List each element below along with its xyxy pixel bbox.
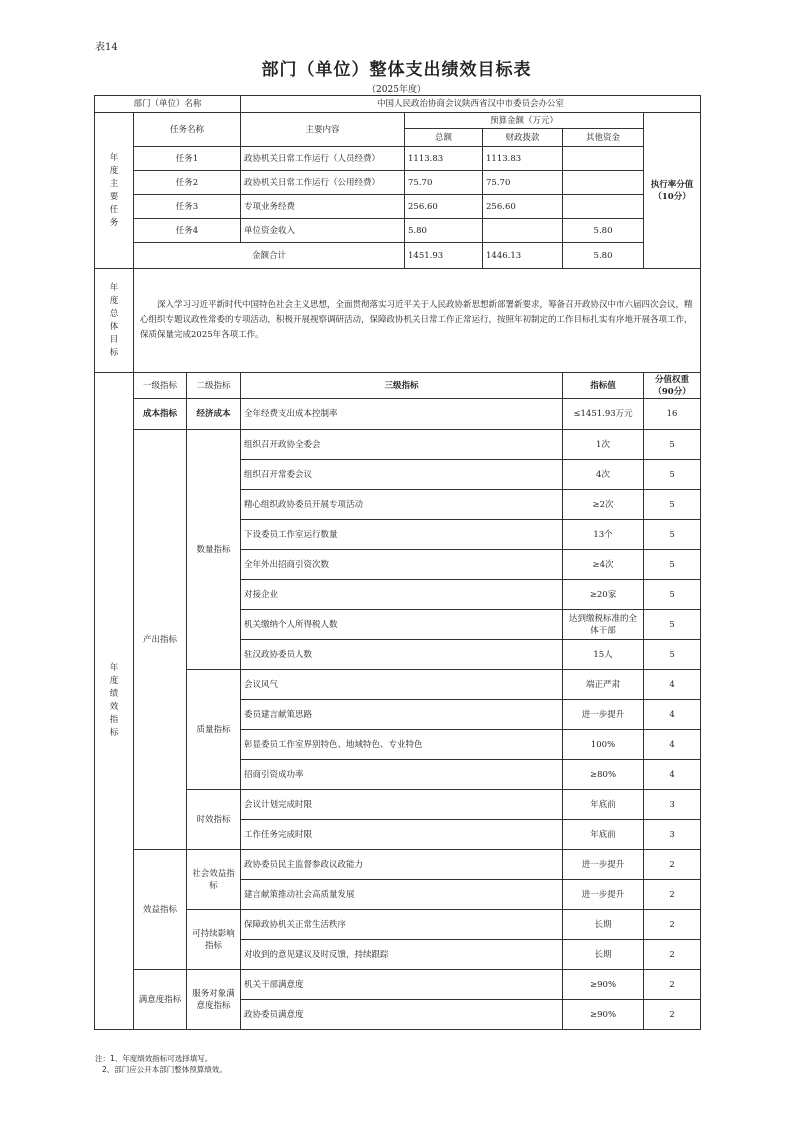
unit-label: 部门（单位）名称 [95, 96, 241, 113]
footnote: 2、部门应公开本部门整体预算绩效。 [102, 1065, 227, 1074]
indicator-weight: 5 [644, 610, 701, 640]
performance-table [94, 95, 701, 1030]
level2-indicator: 服务对象满意度指标 [187, 970, 241, 1030]
indicator-value: 长期 [563, 940, 644, 970]
level3-indicator: 彰显委员工作室界别特色、地域特色、专业特色 [241, 730, 563, 760]
task-fiscal: 75.70 [483, 171, 563, 195]
level1-indicator: 产出指标 [134, 430, 187, 850]
level3-indicator: 会议风气 [241, 670, 563, 700]
perf-section-label: 年度绩效指标 [95, 373, 134, 1030]
task-row [95, 147, 701, 171]
indicator-weight: 2 [644, 910, 701, 940]
indicator-weight: 5 [644, 550, 701, 580]
level2-indicator: 经济成本 [187, 399, 241, 430]
exec-score-label: 执行率分值（10分） [644, 113, 701, 269]
level3-indicator: 机关干部满意度 [241, 970, 563, 1000]
indicator-value: ≥90% [563, 1000, 644, 1030]
level3-indicator: 全年外出招商引资次数 [241, 550, 563, 580]
indicator-weight: 5 [644, 490, 701, 520]
indicator-value: 长期 [563, 910, 644, 940]
level3-indicator: 下设委员工作室运行数量 [241, 520, 563, 550]
col-budget: 预算金额（万元） [405, 113, 644, 129]
task-row [95, 171, 701, 195]
sum-other: 5.80 [563, 243, 644, 269]
col-fiscal: 财政拨款 [483, 129, 563, 147]
sum-row [95, 243, 701, 269]
indicator-value: 进一步提升 [563, 850, 644, 880]
level3-indicator: 委员建言献策思路 [241, 700, 563, 730]
indicator-value: 100% [563, 730, 644, 760]
task-name: 任务1 [134, 147, 241, 171]
level1-indicator: 满意度指标 [134, 970, 187, 1030]
task-name: 任务2 [134, 171, 241, 195]
indicator-weight: 16 [644, 399, 701, 430]
indicator-weight: 4 [644, 700, 701, 730]
footnote: 注：1、年度绩效指标可选择填写。 [95, 1054, 213, 1063]
task-fiscal: 1113.83 [483, 147, 563, 171]
level3-indicator: 工作任务完成时限 [241, 820, 563, 850]
indicator-row [95, 970, 701, 1000]
task-row [95, 195, 701, 219]
level3-indicator: 招商引资成功率 [241, 760, 563, 790]
indicator-value: 13个 [563, 520, 644, 550]
indicator-weight: 5 [644, 460, 701, 490]
level3-indicator: 组织召开常委会议 [241, 460, 563, 490]
task-other [563, 147, 644, 171]
indicator-weight: 3 [644, 820, 701, 850]
tasks-section-label: 年度主要任务 [95, 113, 134, 269]
perf-header-row [95, 373, 701, 399]
col-task-name: 任务名称 [134, 113, 241, 147]
task-content: 单位资金收入 [241, 219, 405, 243]
level3-indicator: 组织召开政协全委会 [241, 430, 563, 460]
task-content: 专项业务经费 [241, 195, 405, 219]
indicator-row [95, 399, 701, 430]
indicator-weight: 2 [644, 850, 701, 880]
header-level3: 三级指标 [241, 373, 563, 399]
level1-indicator: 成本指标 [134, 399, 187, 430]
indicator-value: 端正严肃 [563, 670, 644, 700]
header-level1: 一级指标 [134, 373, 187, 399]
level3-indicator: 政协委员民主监督参政议政能力 [241, 850, 563, 880]
indicator-weight: 2 [644, 880, 701, 910]
indicator-value: ≥20家 [563, 580, 644, 610]
page-title: 部门（单位）整体支出绩效目标表 [261, 60, 532, 80]
indicator-weight: 5 [644, 580, 701, 610]
col-other: 其他资金 [563, 129, 644, 147]
indicator-value: 1次 [563, 430, 644, 460]
sum-label: 金额合计 [134, 243, 405, 269]
indicator-row [95, 430, 701, 460]
header-level2: 二级指标 [187, 373, 241, 399]
goal-text: 深入学习习近平新时代中国特色社会主义思想，全面贯彻落实习近平关于人民政协新思想新部署新要求，筹备召开政协汉中市六届四次会议，精心组织专题议政性常委的专项活动，积极开展视察调研活动，保障政协机关日常工作正常运行，按照年初制定的工作目标扎实有序地开展各项工作，保质保量完成2025年各项工作。 [134, 269, 701, 373]
indicator-value: 15人 [563, 640, 644, 670]
task-total: 75.70 [405, 171, 483, 195]
level2-indicator: 社会效益指标 [187, 850, 241, 910]
indicator-value: ≥4次 [563, 550, 644, 580]
indicator-weight: 2 [644, 970, 701, 1000]
indicator-value: ≥80% [563, 760, 644, 790]
level3-indicator: 全年经费支出成本控制率 [241, 399, 563, 430]
task-other [563, 195, 644, 219]
level3-indicator: 建言献策推动社会高质量发展 [241, 880, 563, 910]
indicator-weight: 4 [644, 760, 701, 790]
indicator-value: ≥90% [563, 970, 644, 1000]
indicator-value: 4次 [563, 460, 644, 490]
level3-indicator: 对收到的意见建议及时反馈，持续跟踪 [241, 940, 563, 970]
task-total: 1113.83 [405, 147, 483, 171]
indicator-weight: 2 [644, 940, 701, 970]
task-fiscal: 256.60 [483, 195, 563, 219]
level3-indicator: 对接企业 [241, 580, 563, 610]
header-value: 指标值 [563, 373, 644, 399]
indicator-value: 年底前 [563, 820, 644, 850]
level2-indicator: 可持续影响指标 [187, 910, 241, 970]
level2-indicator: 数量指标 [187, 430, 241, 670]
sum-fiscal: 1446.13 [483, 243, 563, 269]
fiscal-year: （2025年度） [367, 85, 426, 95]
goal-section-label: 年度总体目标 [95, 269, 134, 373]
indicator-weight: 4 [644, 670, 701, 700]
level2-indicator: 质量指标 [187, 670, 241, 790]
table-number: 表14 [95, 42, 118, 53]
level3-indicator: 精心组织政协委员开展专项活动 [241, 490, 563, 520]
level3-indicator: 政协委员满意度 [241, 1000, 563, 1030]
task-total: 256.60 [405, 195, 483, 219]
goal-row [95, 269, 701, 373]
indicator-value: 年底前 [563, 790, 644, 820]
indicator-weight: 5 [644, 520, 701, 550]
task-name: 任务4 [134, 219, 241, 243]
level1-indicator: 效益指标 [134, 850, 187, 970]
level2-indicator: 时效指标 [187, 790, 241, 850]
task-name: 任务3 [134, 195, 241, 219]
level3-indicator: 驻汉政协委员人数 [241, 640, 563, 670]
indicator-value: ≥2次 [563, 490, 644, 520]
indicator-row [95, 850, 701, 880]
task-content: 政协机关日常工作运行（人员经费） [241, 147, 405, 171]
col-main-content: 主要内容 [241, 113, 405, 147]
indicator-value: ≤1451.93万元 [563, 399, 644, 430]
indicator-value: 进一步提升 [563, 700, 644, 730]
task-total: 5.80 [405, 219, 483, 243]
header-weight: 分值权重（90分） [644, 373, 701, 399]
task-fiscal [483, 219, 563, 243]
unit-row [95, 96, 701, 113]
indicator-weight: 3 [644, 790, 701, 820]
indicator-weight: 5 [644, 640, 701, 670]
indicator-value: 进一步提升 [563, 880, 644, 910]
col-total: 总额 [405, 129, 483, 147]
task-other [563, 171, 644, 195]
level3-indicator: 机关缴纳个人所得税人数 [241, 610, 563, 640]
unit-name: 中国人民政治协商会议陕西省汉中市委员会办公室 [241, 96, 701, 113]
indicator-weight: 4 [644, 730, 701, 760]
footnotes [95, 1053, 227, 1075]
task-content: 政协机关日常工作运行（公用经费） [241, 171, 405, 195]
task-row [95, 219, 701, 243]
level3-indicator: 保障政协机关正常生活秩序 [241, 910, 563, 940]
level3-indicator: 会议计划完成时限 [241, 790, 563, 820]
indicator-value: 达到缴税标准的全体干部 [563, 610, 644, 640]
indicator-weight: 5 [644, 430, 701, 460]
indicator-weight: 2 [644, 1000, 701, 1030]
task-other: 5.80 [563, 219, 644, 243]
sum-total: 1451.93 [405, 243, 483, 269]
